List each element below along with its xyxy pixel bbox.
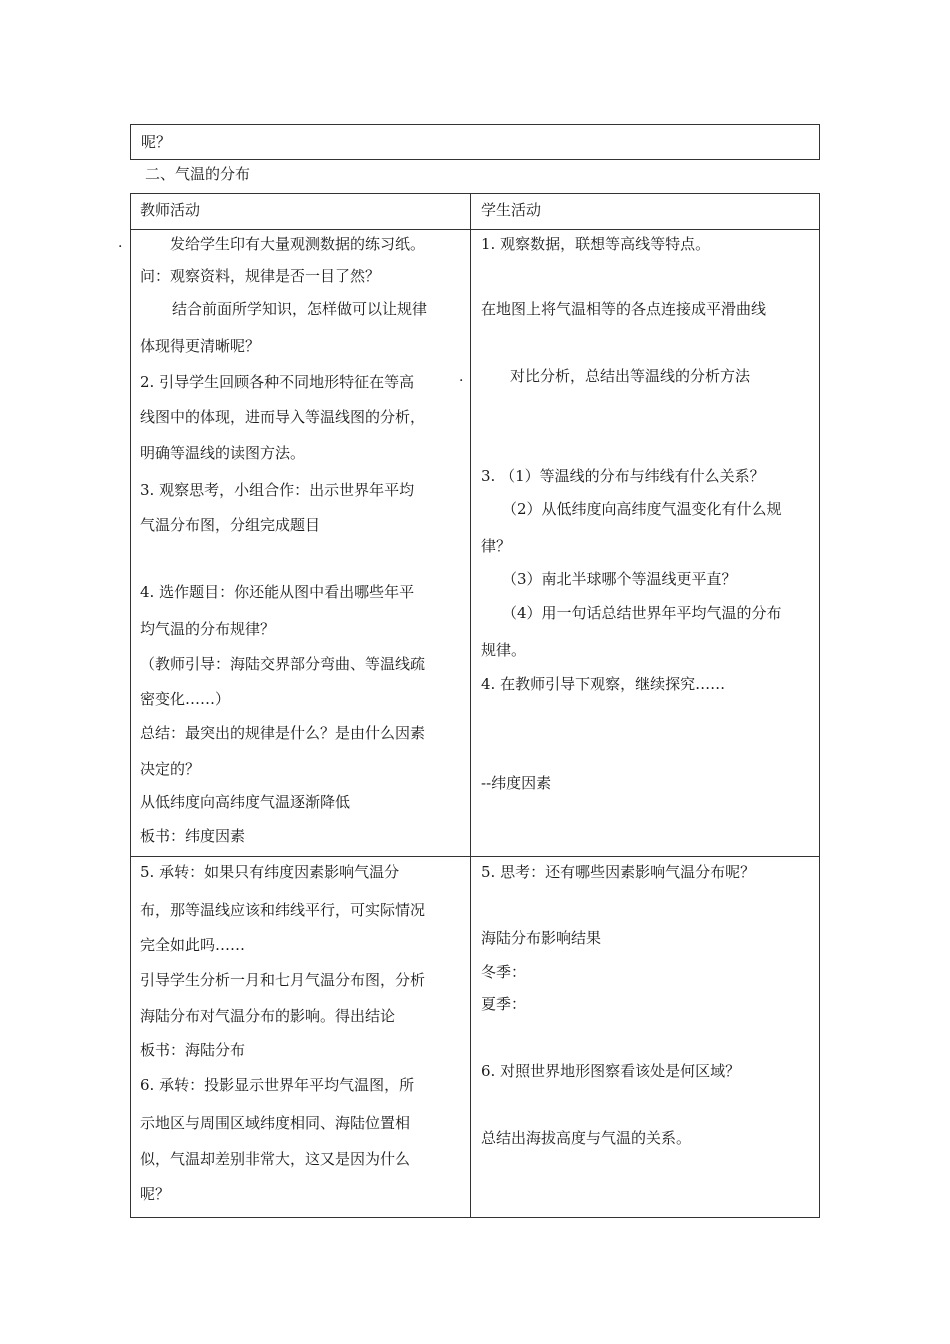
student-line: 3. （1）等温线的分布与纬线有什么关系？: [481, 467, 765, 485]
teacher-line: 海陆分布对气温分布的影响。得出结论: [140, 1007, 396, 1025]
margin-dot: ·: [459, 373, 464, 389]
teacher-line: 完全如此吗……: [140, 936, 246, 954]
teacher-line: 示地区与周围区域纬度相同、海陆位置相: [140, 1114, 411, 1132]
teacher-line: 体现得更清晰呢？: [140, 337, 261, 355]
table-column-divider: [470, 193, 471, 1218]
student-line: 海陆分布影响结果: [481, 929, 602, 947]
student-line: 5. 思考：还有哪些因素影响气温分布呢？: [481, 863, 756, 881]
teacher-line: 决定的？: [140, 760, 201, 778]
teacher-line: 6. 承转：投影显示世界年平均气温图，所: [140, 1076, 415, 1094]
student-line: 夏季：: [481, 995, 527, 1013]
teacher-line: 板书：纬度因素: [140, 827, 246, 845]
student-line: --纬度因素: [481, 774, 552, 792]
row-divider: [130, 856, 820, 857]
teacher-line: 2. 引导学生回顾各种不同地形特征在等高: [140, 373, 415, 391]
teacher-line: 气温分布图，分组完成题目: [140, 516, 321, 534]
teacher-line: 总结：最突出的规律是什么？是由什么因素: [140, 724, 426, 742]
student-line: （2）从低纬度向高纬度气温变化有什么规: [502, 500, 782, 518]
teacher-line: 引导学生分析一月和七月气温分布图，分析: [140, 971, 426, 989]
continuation-text: 呢？: [141, 133, 172, 151]
teacher-line: 似，气温却差别非常大，这又是因为什么: [140, 1150, 411, 1168]
section-heading: 二、气温的分布: [145, 165, 251, 183]
student-line: 总结出海拔高度与气温的关系。: [481, 1129, 692, 1147]
header-row-divider: [130, 229, 820, 230]
header-student-activity: 学生活动: [481, 201, 542, 219]
teacher-line: 密变化……）: [140, 690, 231, 708]
teacher-line: （教师引导：海陆交界部分弯曲、等温线疏: [140, 655, 426, 673]
teacher-line: 板书：海陆分布: [140, 1041, 246, 1059]
teacher-line: 呢？: [140, 1185, 171, 1203]
margin-dot: .: [118, 235, 123, 251]
student-line: （4）用一句话总结世界年平均气温的分布: [502, 604, 782, 622]
teacher-line: 明确等温线的读图方法。: [140, 444, 306, 462]
teacher-line: 线图中的体现，进而导入等温线图的分析，: [140, 408, 426, 426]
student-line: 1. 观察数据，联想等高线等特点。: [481, 235, 711, 253]
student-line: 6. 对照世界地形图察看该处是何区域？: [481, 1062, 741, 1080]
student-line: （3）南北半球哪个等温线更平直？: [502, 570, 737, 588]
top-continuation-box: [130, 124, 820, 160]
teacher-line: 3. 观察思考，小组合作：出示世界年平均: [140, 481, 415, 499]
teacher-line: 布，那等温线应该和纬线平行，可实际情况: [140, 901, 426, 919]
student-line: 律？: [481, 537, 512, 555]
teacher-line: 均气温的分布规律？: [140, 620, 276, 638]
teacher-line: 4. 选作题目：你还能从图中看出哪些年平: [140, 583, 415, 601]
teacher-line: 从低纬度向高纬度气温逐渐降低: [140, 793, 351, 811]
student-line: 冬季：: [481, 963, 527, 981]
teacher-line: 结合前面所学知识，怎样做可以让规律: [172, 300, 428, 318]
student-line: 规律。: [481, 641, 527, 659]
student-line: 对比分析，总结出等温线的分析方法: [510, 367, 751, 385]
teacher-line: 发给学生印有大量观测数据的练习纸。: [170, 235, 426, 253]
student-line: 4. 在教师引导下观察，继续探究……: [481, 675, 726, 693]
teacher-line: 5. 承转：如果只有纬度因素影响气温分: [140, 863, 400, 881]
teacher-line: 问：观察资料，规律是否一目了然？: [140, 267, 381, 285]
student-line: 在地图上将气温相等的各点连接成平滑曲线: [481, 300, 767, 318]
header-teacher-activity: 教师活动: [140, 201, 201, 219]
